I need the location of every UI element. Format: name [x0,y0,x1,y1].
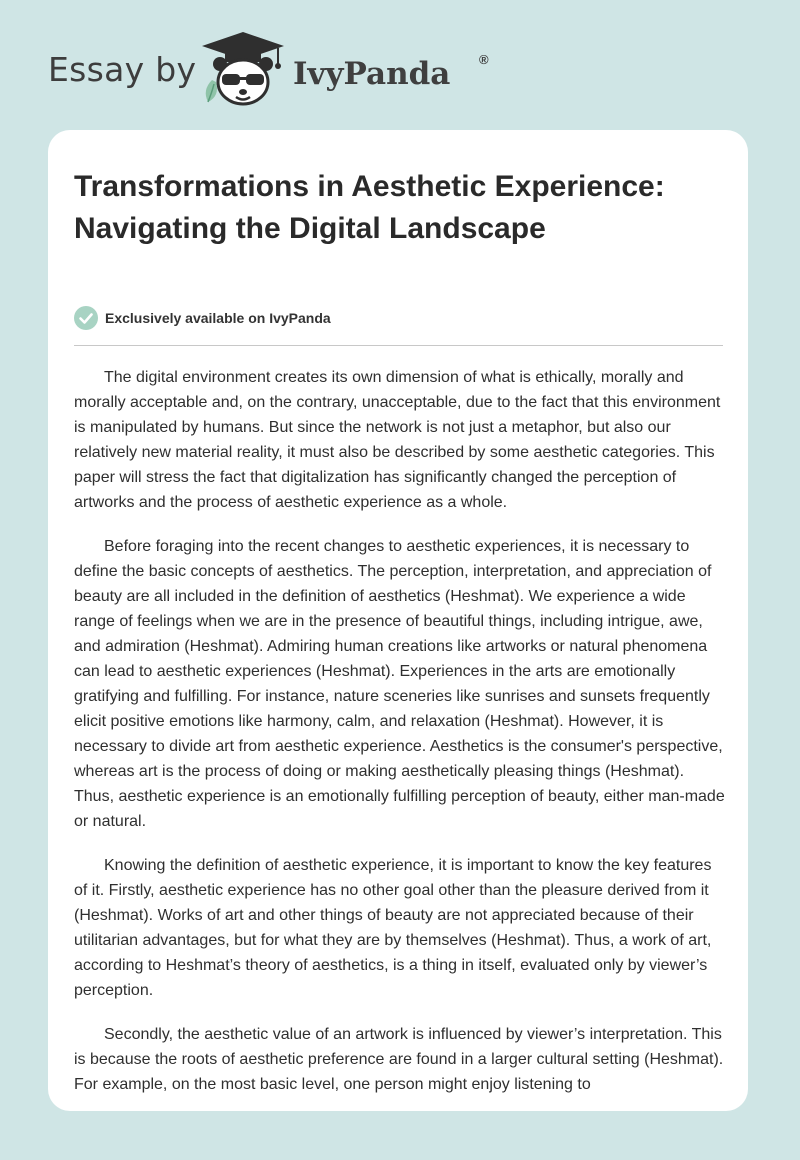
exclusive-badge-text: Exclusively available on IvyPanda [105,310,331,326]
exclusive-badge [74,306,474,332]
registered-mark: ® [479,52,489,67]
divider [74,345,723,346]
site-header [48,30,508,110]
essay-title: Transformations in Aesthetic Experience: Navigating the Digital Landscape [74,170,665,245]
paragraph: The digital environment creates its own dimension of what is ethically, morally and morally acceptable and, on the contrary, unacceptable, due to the fact that this environment is manipulated by humans. But since the network is not just a metaphor, but also our relatively new material reality, it must also be described by some aesthetic categories. This paper will stress the fact that digitalization has significantly changed the perception of artworks and the process of aesthetic experience as a whole. [74,369,721,511]
essay-card [48,130,748,1111]
check-circle-icon [74,306,98,330]
brand-name: IvyPanda [293,56,451,92]
essay-body [74,365,726,1111]
panda-graduate-icon [198,30,288,108]
paragraph: Knowing the definition of aesthetic experience, it is important to know the key features of it. Firstly, aesthetic experience has no other goal other than the pleasure derived from it (Heshmat). Works of art and other things of beauty are not appreciated because of their utilitarian advantages, but for what they are by themselves (Heshmat). Thus, a work of art, according to Heshmat’s theory of aesthetics, is a thing in itself, evaluated only by viewer’s perception. [74,857,712,999]
paragraph: Before foraging into the recent changes to aesthetic experiences, it is necessary to define the basic concepts of aesthetics. The perception, interpretation, and appreciation of beauty are all included in the definition of aesthetics (Heshmat). We experience a wide range of feelings when we are in the presence of beautiful things, including intrigue, awe, and admiration (Heshmat). Admiring human creations like artworks or natural phenomena can lead to aesthetic experiences (Heshmat). Experiences in the arts are emotionally gratifying and fulfilling. For instance, nature sceneries like sunrises and sunsets frequently elicit positive emotions like harmony, calm, and relaxation (Heshmat). However, it is necessary to divide art from aesthetic experience. Aesthetics is the consumer's perspective, whereas art is the process of doing or making aesthetically pleasing things (Heshmat). Thus, aesthetic experience is an emotionally fulfilling perception of beauty, either man-made or natural. [74,538,725,830]
essay-by-label: Essay by [48,50,197,89]
paragraph: Secondly, the aesthetic value of an artwork is influenced by viewer’s interpretation. This is because the roots of aesthetic preference are found in a larger cultural setting (Heshmat). For example, on the most basic level, one person might enjoy listening to [74,1026,724,1093]
